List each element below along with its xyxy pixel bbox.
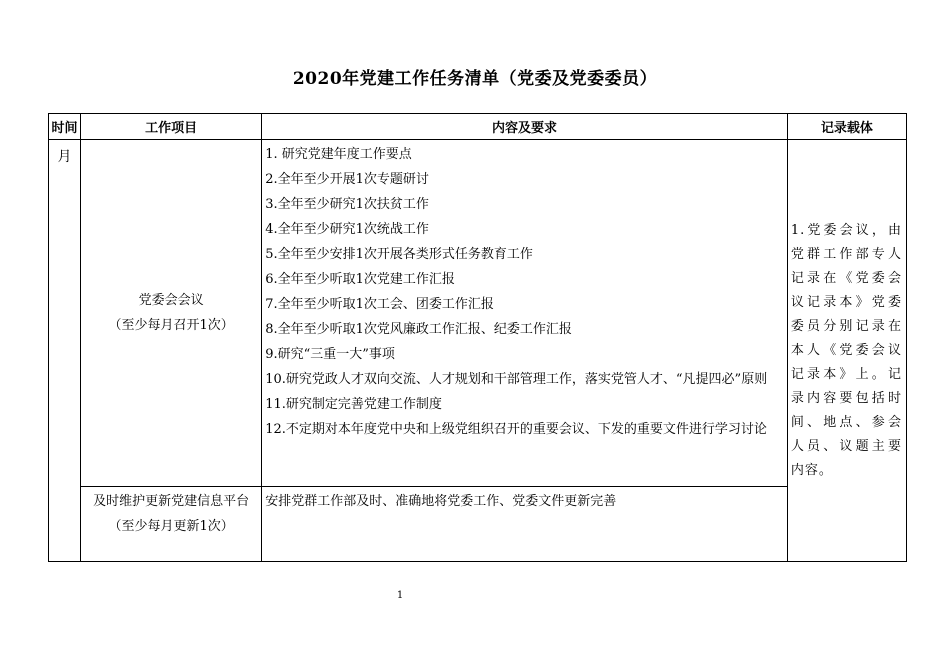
content-line: 2.全年至少开展1次专题研讨 — [265, 172, 429, 187]
task-table — [48, 113, 907, 562]
document-title: 2020年党建工作任务清单（党委及党委委员） — [292, 69, 658, 89]
table-row — [49, 140, 907, 487]
item-title: 党委会会议 — [138, 293, 204, 308]
content-cell — [262, 487, 788, 562]
content-line: 8.全年至少听取1次党风廉政工作汇报、纪委工作汇报 — [265, 322, 572, 337]
table-header-row — [49, 114, 907, 140]
content-line: 4.全年至少研究1次统战工作 — [265, 222, 429, 237]
content-line: 11.研究制定完善党建工作制度 — [265, 397, 442, 412]
header-item: 工作项目 — [81, 114, 262, 140]
item-cell — [81, 140, 262, 487]
content-line: 3.全年至少研究1次扶贫工作 — [265, 197, 429, 212]
record-cell: 1.党委会议，由党群工作部专人记录在《党委会议记录本》党委委员分别记录在本人《党委会议记录本》上。记录内容要包括时间、地点、参会人员、议题主要内容。 — [787, 140, 906, 562]
content-line: 6.全年至少听取1次党建工作汇报 — [265, 272, 455, 287]
content-line: 10.研究党政人才双向交流、人才规划和干部管理工作，落实党管人才、“凡提四必”原则 — [265, 372, 768, 387]
table-row — [49, 487, 907, 562]
header-content: 内容及要求 — [262, 114, 788, 140]
content-line: 5.全年至少安排1次开展各类形式任务教育工作 — [265, 247, 533, 262]
page-number: 1 — [396, 590, 404, 601]
item-subtitle: （至少每月更新1次） — [108, 519, 234, 534]
content-line: 1. 研究党建年度工作要点 — [265, 147, 412, 162]
item-title: 及时维护更新党建信息平台 — [93, 494, 250, 509]
header-time: 时间 — [49, 114, 81, 140]
content-line: 安排党群工作部及时、准确地将党委工作、党委文件更新完善 — [265, 494, 617, 509]
content-cell — [262, 140, 788, 487]
header-record: 记录载体 — [787, 114, 906, 140]
item-cell — [81, 487, 262, 562]
content-line: 12.不定期对本年度党中央和上级党组织召开的重要会议、下发的重要文件进行学习讨论 — [265, 422, 767, 437]
time-cell: 月 — [49, 140, 81, 562]
content-line: 7.全年至少听取1次工会、团委工作汇报 — [265, 297, 494, 312]
item-subtitle: （至少每月召开1次） — [108, 318, 234, 333]
content-line: 9.研究“三重一大”事项 — [265, 347, 395, 362]
